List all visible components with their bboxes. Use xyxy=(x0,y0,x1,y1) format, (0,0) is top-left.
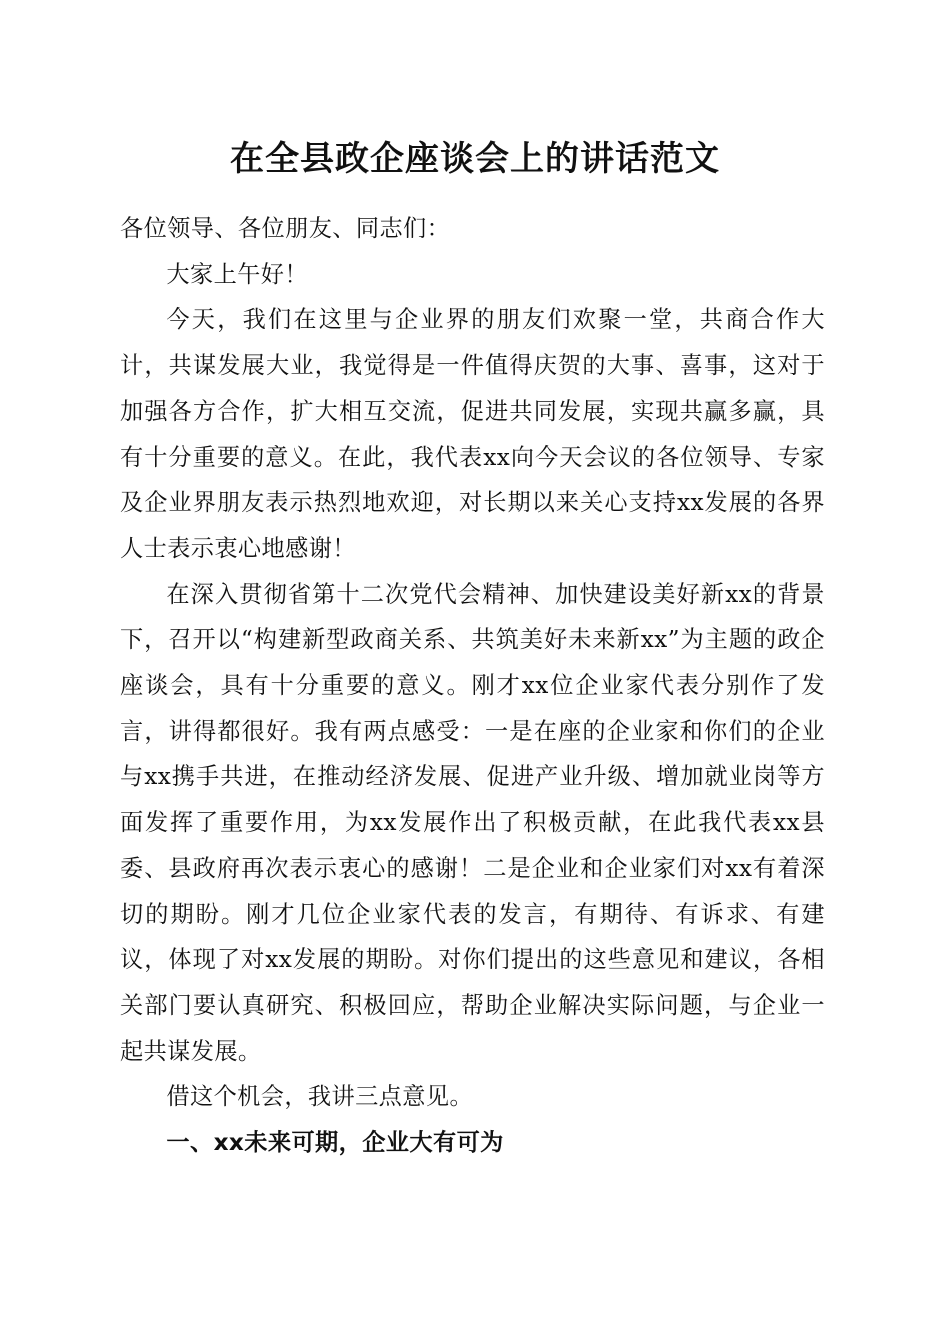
paragraph-3: 借这个机会，我讲三点意见。 xyxy=(166,1083,474,1111)
greeting: 大家上午好！ xyxy=(166,260,308,288)
paragraph-2: 在深入贯彻省第十二次党代会精神、加快建设美好新xx的背景下，召开以“构建新型政商关系、共筑美好未来新xx”为主题的政企座谈会，具有十分重要的意义。刚才xx位企业家代表分别作了发言，讲得都很好。我有两点感受：一是在座的企业家和你们的企业与xx携手共进，在推动经济发展、促进产业升级、增加就业岗等方面发挥了重要作用，为xx发展作出了积极贡献，在此我代表xx县委、县政府再次表示衷心的感谢！二是企业和企业家们对xx有着深切的期盼。刚才几位企业家代表的发言，有期待、有诉求、有建议，体现了对xx发展的期盼。对你们提出的这些意见和建议，各相关部门要认真研究、积极回应，帮助企业解决实际问题，与企业一起共谋发展。 xyxy=(120,580,825,1065)
paragraph-1: 今天，我们在这里与企业界的朋友们欢聚一堂，共商合作大计，共谋发展大业，我觉得是一件值得庆贺的大事、喜事，这对于加强各方合作，扩大相互交流，促进共同发展，实现共赢多赢，具有十分重要的意义。在此，我代表xx向今天会议的各位领导、专家及企业界朋友表示热烈地欢迎，对长期以来关心支持xx发展的各界人士表示衷心地感谢！ xyxy=(120,306,825,562)
salutation: 各位领导、各位朋友、同志们： xyxy=(120,215,451,242)
document-title: 在全县政企座谈会上的讲话范文 xyxy=(230,139,720,179)
document-body xyxy=(120,206,825,1166)
section-heading: 一、xx未来可期，企业大有可为 xyxy=(166,1129,504,1157)
